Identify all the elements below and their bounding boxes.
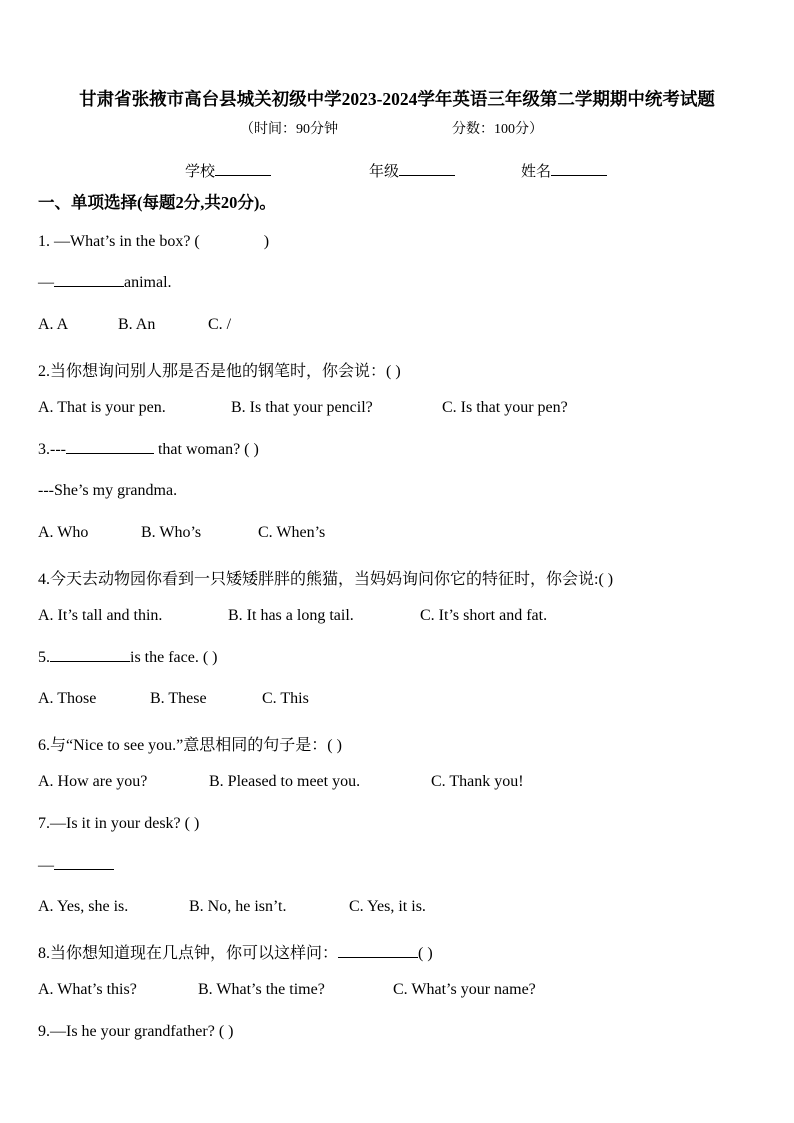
- question-1-blank[interactable]: [54, 285, 124, 287]
- question-1-answer: [38, 274, 172, 292]
- school-label: 学校: [185, 164, 216, 180]
- option-b[interactable]: B. What’s the time?: [198, 981, 325, 998]
- school-blank[interactable]: [215, 174, 271, 176]
- option-c[interactable]: C. When’s: [258, 524, 326, 541]
- question-3-number: 3.---: [38, 441, 66, 458]
- option-a[interactable]: A. How are you?: [38, 773, 148, 790]
- name-field: [521, 160, 607, 181]
- grade-label: 年级: [369, 164, 400, 180]
- grade-blank[interactable]: [399, 174, 455, 176]
- option-a[interactable]: A. Those: [38, 690, 97, 707]
- question-7-blank[interactable]: [54, 868, 114, 870]
- question-5-blank[interactable]: [50, 660, 130, 662]
- question-5-number: 5.: [38, 649, 50, 666]
- question-2-options: [38, 399, 568, 417]
- exam-title: 甘肃省张掖市高台县城关初级中学2023-2024学年英语三年级第二学期期中统考试题: [79, 89, 715, 109]
- question-7-stem: 7.—Is it in your desk? ( ): [38, 815, 200, 832]
- grade-field: [369, 160, 455, 181]
- question-5-stem: [38, 649, 218, 667]
- option-a[interactable]: A. That is your pen.: [38, 399, 166, 416]
- question-3-answer: ---She’s my grandma.: [38, 482, 178, 499]
- question-8-text: 8.当你想知道现在几点钟，你可以这样问：: [38, 945, 339, 962]
- question-6-stem: 6.与“Nice to see you.”意思相同的句子是：( ): [38, 737, 342, 754]
- name-blank[interactable]: [551, 174, 607, 176]
- question-5-text: is the face. ( ): [130, 649, 218, 666]
- option-c[interactable]: C. Thank you!: [431, 773, 524, 790]
- section-heading: 一、单项选择(每题2分,共20分)。: [38, 193, 276, 212]
- question-7-options: [38, 898, 426, 916]
- option-c[interactable]: C. It’s short and fat.: [420, 607, 548, 624]
- question-2-stem: 2.当你想询问别人那是否是他的钢笔时，你会说：( ): [38, 363, 401, 380]
- exam-score: 分数：100分）: [452, 122, 543, 137]
- answer-dash: —: [38, 274, 54, 291]
- question-6-options: [38, 773, 524, 791]
- question-3-blank[interactable]: [66, 452, 154, 454]
- question-7-answer: [38, 857, 114, 875]
- exam-time: （时间：90分钟: [240, 122, 338, 137]
- question-4-stem: 4.今天去动物园你看到一只矮矮胖胖的熊猫，当妈妈询问你它的特征时，你会说:( ): [38, 571, 614, 588]
- question-4-options: [38, 607, 547, 625]
- question-3-options: [38, 524, 325, 542]
- question-1-options: [38, 316, 231, 334]
- question-8-paren: ( ): [418, 945, 433, 962]
- question-8-blank[interactable]: [338, 956, 418, 958]
- question-3-text: that woman? ( ): [153, 441, 259, 458]
- option-c[interactable]: C. What’s your name?: [393, 981, 536, 998]
- question-3-stem: [38, 441, 259, 459]
- option-b[interactable]: B. It has a long tail.: [228, 607, 354, 624]
- question-9-stem: 9.—Is he your grandfather? ( ): [38, 1023, 234, 1040]
- option-a[interactable]: A. Yes, she is.: [38, 898, 129, 915]
- option-b[interactable]: B. Pleased to meet you.: [209, 773, 361, 790]
- option-b[interactable]: B. An: [118, 316, 156, 333]
- option-b[interactable]: B. These: [150, 690, 207, 707]
- option-c[interactable]: C. Yes, it is.: [349, 898, 426, 915]
- name-label: 姓名: [521, 164, 552, 180]
- option-b[interactable]: B. No, he isn’t.: [189, 898, 287, 915]
- option-c[interactable]: C. Is that your pen?: [442, 399, 568, 416]
- option-a[interactable]: A. Who: [38, 524, 89, 541]
- option-a[interactable]: A. A: [38, 316, 69, 333]
- question-1-text: 1. —What’s in the box? (: [38, 233, 200, 250]
- school-field: [185, 160, 271, 181]
- option-a[interactable]: A. What’s this?: [38, 981, 137, 998]
- option-c[interactable]: C. This: [262, 690, 309, 707]
- option-b[interactable]: B. Is that your pencil?: [231, 399, 373, 416]
- option-c[interactable]: C. /: [208, 316, 232, 333]
- option-a[interactable]: A. It’s tall and thin.: [38, 607, 163, 624]
- answer-dash: —: [38, 857, 54, 874]
- question-5-options: [38, 690, 309, 708]
- question-1-answer-text: animal.: [124, 274, 172, 291]
- question-1-stem: [38, 233, 269, 251]
- option-b[interactable]: B. Who’s: [141, 524, 202, 541]
- question-8-stem: [38, 940, 433, 963]
- question-1-paren-close: ): [263, 233, 270, 250]
- question-8-options: [38, 981, 536, 999]
